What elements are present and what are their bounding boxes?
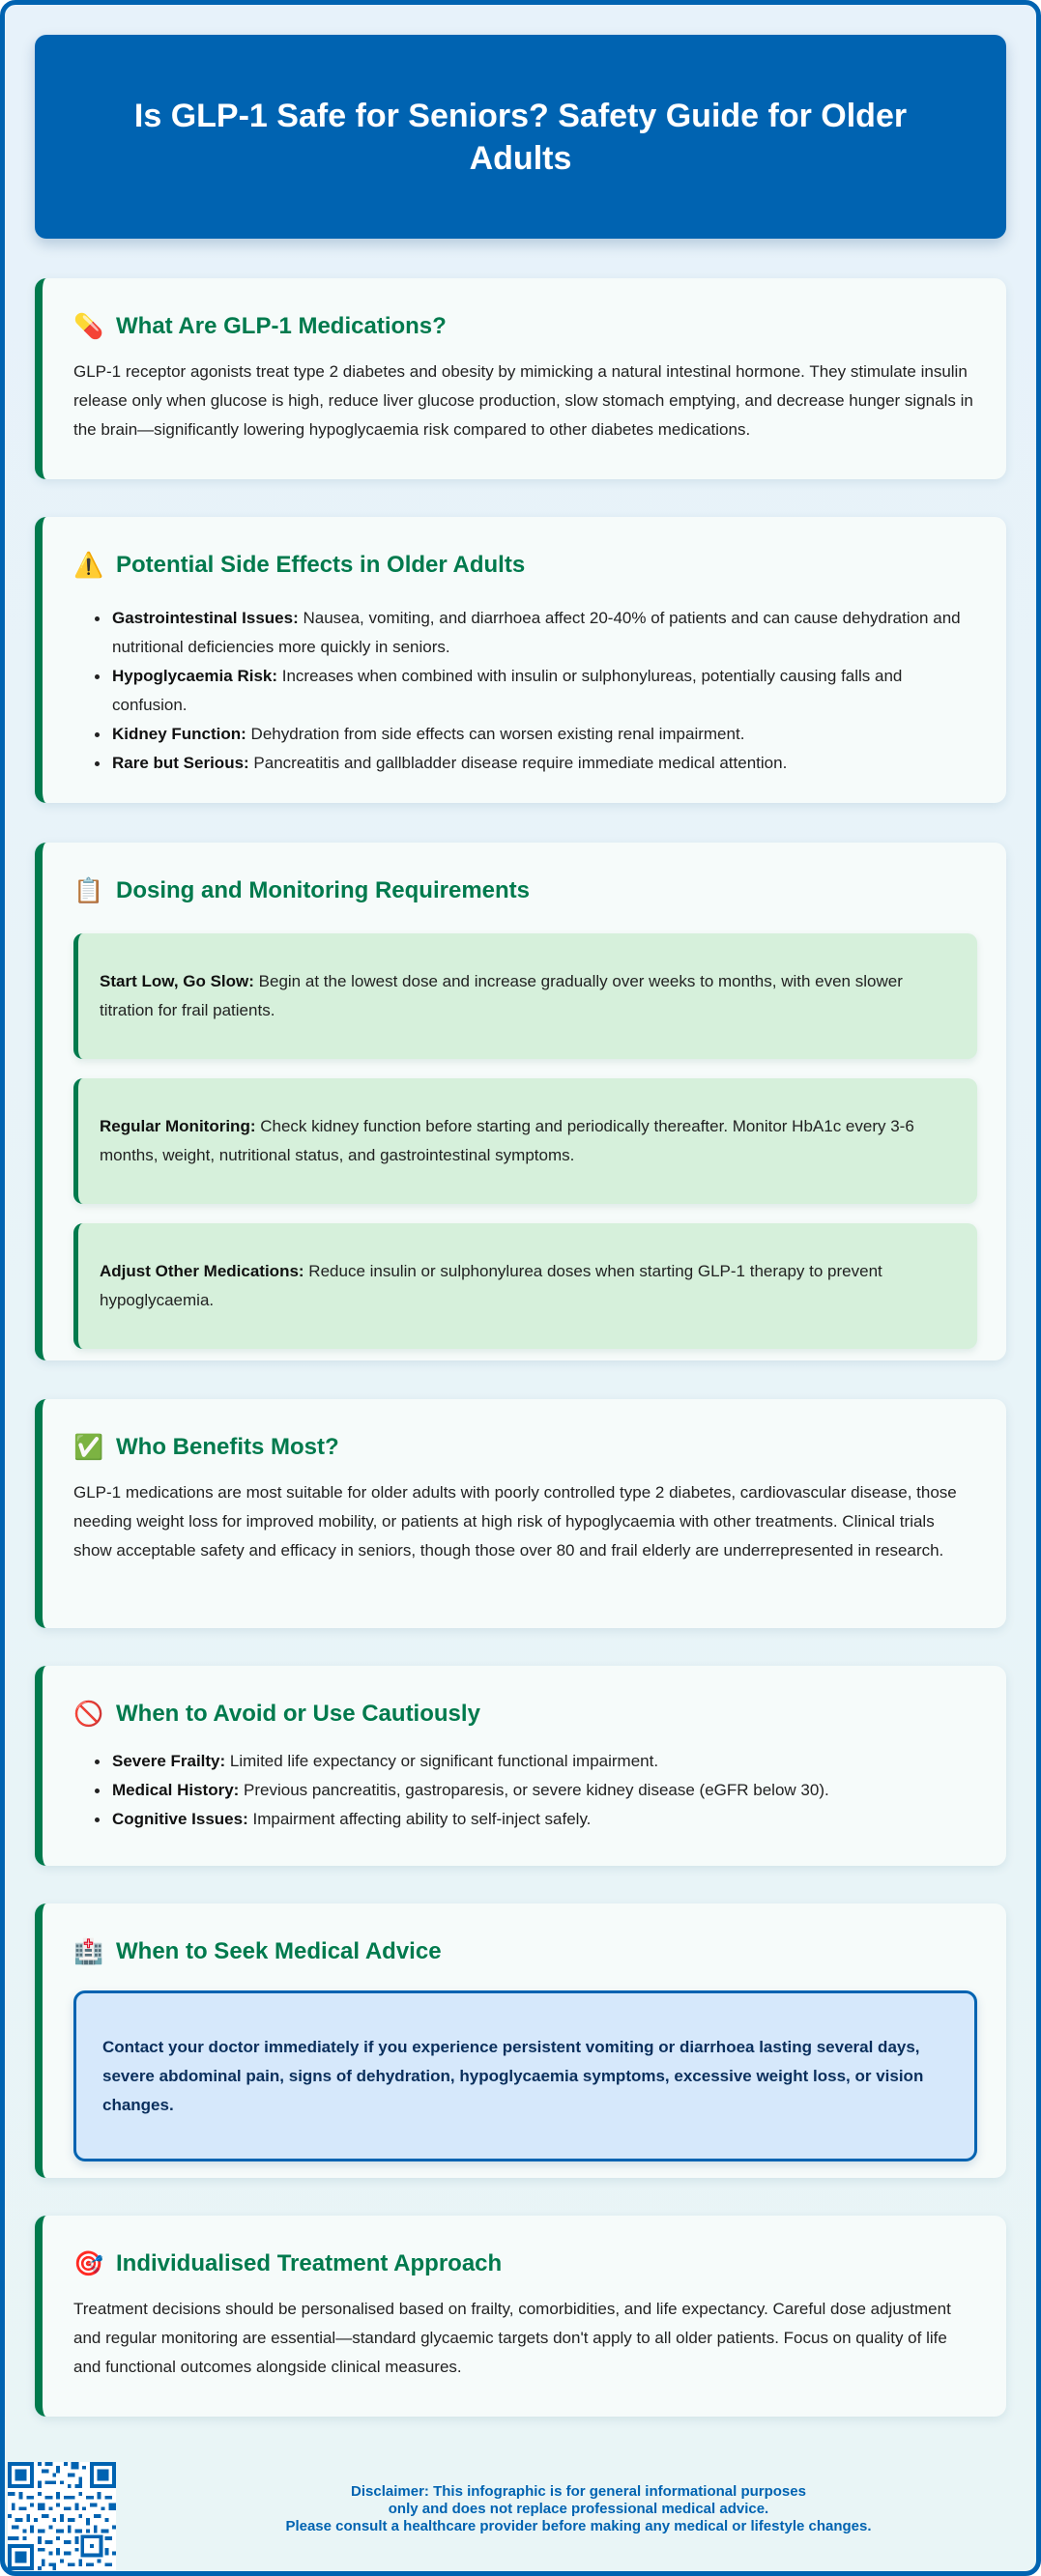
section-heading bbox=[73, 2245, 977, 2283]
section-title: When to Seek Medical Advice bbox=[116, 1938, 442, 1964]
section-heading bbox=[73, 872, 977, 910]
disclaimer-text: only and does not replace professional medical advice. bbox=[388, 2501, 769, 2517]
section-body: GLP-1 receptor agonists treat type 2 diabetes and obesity by mimicking a natural intestinal hormone. They stimulate insulin release only when glucose is high, reduce liver glucose production, slow stomach emptying, and decrease hunger signals in the brain—significantly lowering hypoglycaemia risk compared to other diabetes medications. bbox=[73, 362, 973, 439]
item-text: Increases when combined with insulin or sulphonylureas, potentially causing falls and confusion. bbox=[112, 667, 903, 714]
item-label: Medical History: bbox=[112, 1781, 240, 1799]
section-individualised-treatment bbox=[35, 2216, 1006, 2417]
footer bbox=[5, 2454, 1036, 2571]
section-when-to-avoid bbox=[35, 1666, 1006, 1866]
section-seek-medical-advice bbox=[35, 1903, 1006, 2178]
tip-text: Reduce insulin or sulphonylurea doses when starting GLP-1 therapy to prevent hypoglycaemia. bbox=[100, 1262, 882, 1309]
section-dosing-monitoring bbox=[35, 843, 1006, 1360]
list-item bbox=[93, 720, 977, 749]
dosing-tip-text bbox=[100, 1112, 954, 1170]
item-label: Severe Frailty: bbox=[112, 1752, 226, 1770]
list-item bbox=[93, 1747, 977, 1776]
tip-label: Adjust Other Medications: bbox=[100, 1262, 304, 1280]
item-label: Cognitive Issues: bbox=[112, 1810, 248, 1828]
page-title: Is GLP-1 Safe for Seniors? Safety Guide for Older Adults bbox=[133, 97, 908, 177]
item-label: Kidney Function: bbox=[112, 725, 246, 743]
section-body: GLP-1 medications are most suitable for older adults with poorly controlled type 2 diabetes, cardiovascular disease, those needing weight loss for improved mobility, or patients at high risk of hypoglycaemia with other treatments. Clinical trials show acceptable safety and efficacy in seniors, though those over 80 and frail elderly are underrepresented in research. bbox=[73, 1483, 957, 1560]
pill-icon: 💊 bbox=[73, 313, 104, 340]
list-item bbox=[93, 1805, 977, 1834]
page-header bbox=[35, 35, 1006, 239]
section-heading bbox=[73, 1428, 977, 1467]
disclaimer-label: Disclaimer: bbox=[351, 2483, 429, 2500]
qr-code[interactable] bbox=[8, 2462, 116, 2570]
section-title: Individualised Treatment Approach bbox=[116, 2250, 503, 2276]
section-body: Treatment decisions should be personalised based on frailty, comorbidities, and life expectancy. Careful dose adjustment and regular monitoring are essential—standard glycaemic targets don't apply to all older patients. Focus on quality of life and functional outcomes alongside clinical measures. bbox=[73, 2300, 951, 2376]
disclaimer-text: This infographic is for general informational purposes bbox=[428, 2483, 806, 2500]
item-text: Dehydration from side effects can worsen existing renal impairment. bbox=[246, 725, 745, 743]
section-title: Potential Side Effects in Older Adults bbox=[116, 552, 526, 578]
section-who-benefits bbox=[35, 1399, 1006, 1628]
disclaimer bbox=[121, 2483, 1036, 2535]
section-what-are-glp1 bbox=[35, 278, 1006, 479]
item-label: Hypoglycaemia Risk: bbox=[112, 667, 278, 685]
section-heading bbox=[73, 307, 977, 346]
item-label: Rare but Serious: bbox=[112, 754, 249, 772]
item-text: Limited life expectancy or significant functional impairment. bbox=[225, 1752, 659, 1770]
dosing-tip-card bbox=[73, 1223, 977, 1349]
prohibited-icon: 🚫 bbox=[73, 1701, 104, 1728]
medical-alert-box bbox=[73, 1990, 977, 2161]
warning-icon: ⚠️ bbox=[73, 552, 104, 579]
dosing-tip-text bbox=[100, 967, 954, 1025]
side-effects-list bbox=[73, 604, 977, 778]
item-text: Nausea, vomiting, and diarrhoea affect 20-40% of patients and can cause dehydration and nutritional deficiencies more quickly in seniors. bbox=[112, 609, 961, 656]
section-heading bbox=[73, 1695, 977, 1733]
dosing-tip-text bbox=[100, 1257, 954, 1315]
clipboard-icon: 📋 bbox=[73, 877, 104, 904]
alert-text: Contact your doctor immediately if you experience persistent vomiting or diarrhoea lasting several days, severe abdominal pain, signs of dehydration, hypoglycaemia symptoms, excessive weight loss, or vision changes. bbox=[102, 2037, 924, 2114]
avoid-list bbox=[73, 1747, 977, 1834]
tip-text: Check kidney function before starting and periodically thereafter. Monitor HbA1c every 3-6 months, weight, nutritional status, and gastrointestinal symptoms. bbox=[100, 1117, 914, 1164]
tip-label: Start Low, Go Slow: bbox=[100, 972, 254, 990]
hospital-icon: 🏥 bbox=[73, 1938, 104, 1965]
item-text: Pancreatitis and gallbladder disease require immediate medical attention. bbox=[248, 754, 788, 772]
item-text: Impairment affecting ability to self-inject safely. bbox=[247, 1810, 592, 1828]
item-label: Gastrointestinal Issues: bbox=[112, 609, 299, 627]
dosing-tip-card bbox=[73, 1078, 977, 1204]
tip-label: Regular Monitoring: bbox=[100, 1117, 256, 1135]
section-side-effects bbox=[35, 517, 1006, 803]
section-heading bbox=[73, 546, 977, 585]
dosing-tip-card bbox=[73, 933, 977, 1059]
tip-text: Begin at the lowest dose and increase gradually over weeks to months, with even slower titration for frail patients. bbox=[100, 972, 903, 1019]
section-title: Who Benefits Most? bbox=[116, 1434, 339, 1460]
section-title: What Are GLP-1 Medications? bbox=[116, 313, 447, 339]
section-title: When to Avoid or Use Cautiously bbox=[116, 1701, 480, 1727]
list-item bbox=[93, 604, 977, 662]
check-mark-icon: ✅ bbox=[73, 1434, 104, 1461]
disclaimer-text: Please consult a healthcare provider before making any medical or lifestyle changes. bbox=[285, 2518, 872, 2534]
list-item bbox=[93, 749, 977, 778]
item-text: Previous pancreatitis, gastroparesis, or severe kidney disease (eGFR below 30). bbox=[239, 1781, 829, 1799]
list-item bbox=[93, 1776, 977, 1805]
section-title: Dosing and Monitoring Requirements bbox=[116, 877, 531, 903]
list-item bbox=[93, 662, 977, 720]
target-icon: 🎯 bbox=[73, 2250, 104, 2277]
section-heading bbox=[73, 1932, 977, 1971]
